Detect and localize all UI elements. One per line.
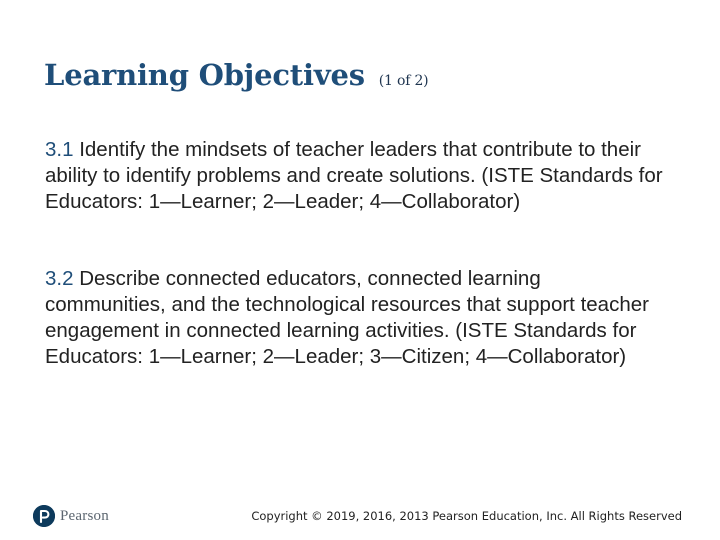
title-page-indicator: (1 of 2) xyxy=(378,73,429,89)
objective-text: Identify the mindsets of teacher leaders that contribute to their ability to identify problems and create solutions. (ISTE Standards for Educators: 1—Learner; 2—Leader; 4—Collaborator) xyxy=(45,138,663,213)
copyright-notice: Copyright © 2019, 2016, 2013 Pearson Education, Inc. All Rights Reserved xyxy=(251,509,682,523)
pearson-logo xyxy=(33,505,109,527)
learning-objective-3-2 xyxy=(45,266,665,370)
slide-title xyxy=(44,58,428,92)
title-text: Learning Objectives xyxy=(44,58,365,92)
objective-number: 3.2 xyxy=(45,267,74,290)
objective-number: 3.1 xyxy=(45,138,74,161)
pearson-logo-text: Pearson xyxy=(60,507,109,524)
learning-objective-3-1 xyxy=(45,137,665,215)
objective-text: Describe connected educators, connected learning communities, and the technological resources that support teacher engagement in connected learning activities. (ISTE Standards for Educators: 1—Learner; 2—Leader; 3—Citizen; 4—Collaborator) xyxy=(45,267,649,368)
pearson-logo-icon xyxy=(33,505,55,527)
